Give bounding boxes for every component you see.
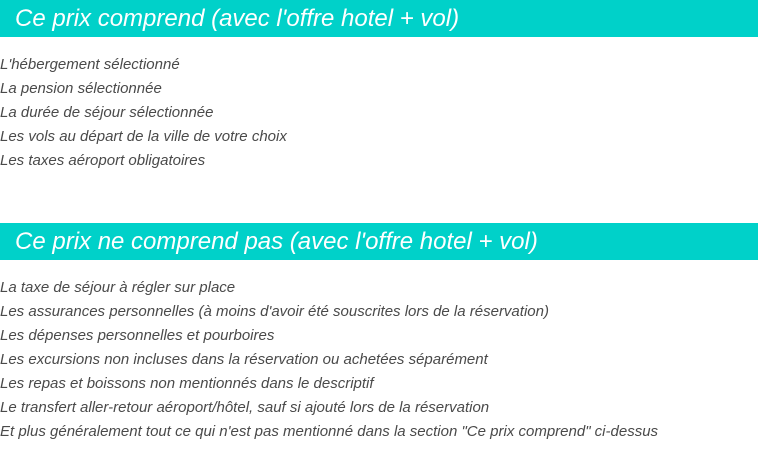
- included-section-title: Ce prix comprend (avec l'offre hotel + vol): [0, 0, 758, 37]
- excluded-item: La taxe de séjour à régler sur place: [0, 279, 236, 296]
- excluded-item: Les assurances personnelles (à moins d'avoir été souscrites lors de la réservation): [0, 303, 549, 320]
- included-items-list: [0, 53, 287, 173]
- excluded-item: Les dépenses personnelles et pourboires: [0, 327, 275, 344]
- excluded-item: Le transfert aller-retour aéroport/hôtel, sauf si ajouté lors de la réservation: [0, 399, 490, 416]
- excluded-item: Et plus généralement tout ce qui n'est pas mentionné dans la section "Ce prix comprend" ci-dessus: [0, 423, 659, 440]
- included-item: L'hébergement sélectionné: [0, 56, 180, 73]
- included-item: La pension sélectionnée: [0, 80, 162, 97]
- excluded-section-title: Ce prix ne comprend pas (avec l'offre hotel + vol): [0, 223, 758, 260]
- excluded-item: Les excursions non incluses dans la réservation ou achetées séparément: [0, 351, 488, 368]
- excluded-items-list: [0, 276, 658, 444]
- excluded-item: Les repas et boissons non mentionnés dans le descriptif: [0, 375, 374, 392]
- included-item: Les vols au départ de la ville de votre choix: [0, 128, 287, 145]
- included-item: Les taxes aéroport obligatoires: [0, 152, 206, 169]
- included-item: La durée de séjour sélectionnée: [0, 104, 214, 121]
